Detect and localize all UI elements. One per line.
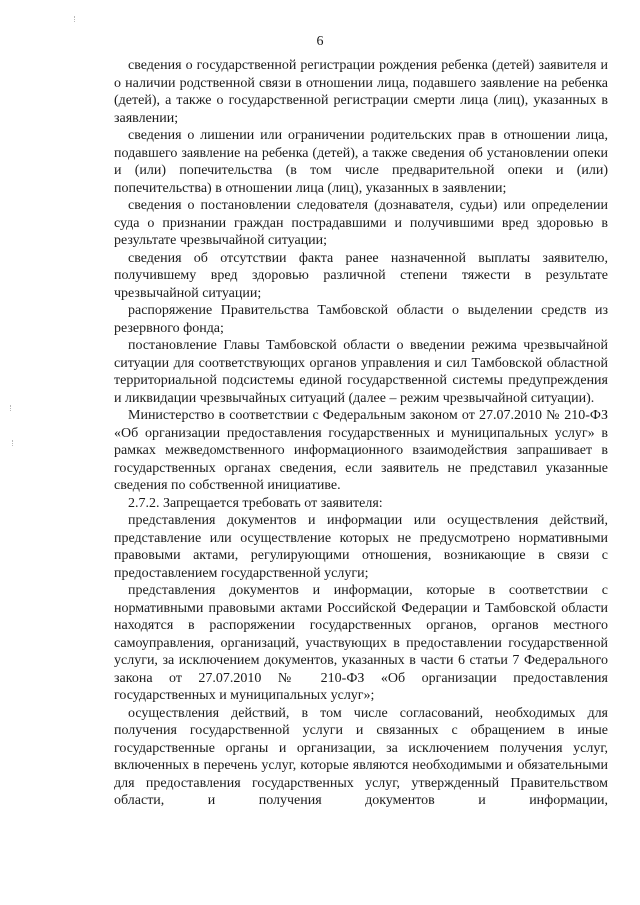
paragraph-investigator-decision: сведения о постановлении следователя (дознавателя, судьи) или определении суда о признании граждан пострадавшими и получившими вред здоровью в результате чрезвычайной ситуации; [114, 198, 608, 248]
section-heading-2-7-2: 2.7.2. Запрещается требовать от заявителя: [128, 495, 383, 511]
paragraph-birth-registration: сведения о государственной регистрации рождения ребенка (детей) заявителя и о наличии родственной связи в отношении лица, подавшего заявление на ребенка (детей), а также о государственной регистрации смерти лица (лиц), указанных в заявлении; [114, 58, 608, 126]
paragraph-ministry-request: Министерство в соответствии с Федеральным законом от 27.07.2010 № 210-ФЗ «Об организации предоставления государственных и муниципальных услуг» в рамках межведомственного информационного взаимодействия запрашивает в государственных органах сведения, если заявитель не представил указанные сведения по собственной инициативе. [114, 408, 608, 493]
page-number: 6 [316, 34, 324, 49]
scan-artifact [74, 16, 78, 22]
paragraph-prohibited-documents: представления документов и информации или осуществления действий, представление или осуществление которых не предусмотрено нормативными правовыми актами, регулирующими отношения, возникающие в связи с предоставлением государственной услуги; [114, 513, 608, 581]
document-body [114, 57, 608, 810]
paragraph-prohibited-actions: осуществления действий, в том числе согласований, необходимых для получения государственной услуги и связанных с обращением в иные государственные органы и организации, за исключением получения услуг, включенных в перечень услуг, которые являются необходимыми и обязательными для предоставления государственных услуг, утвержденный Правительством области, и получения документов и информации, [114, 705, 608, 808]
paragraph-reserve-fund-order: распоряжение Правительства Тамбовской области о выделении средств из резервного фонда; [114, 303, 608, 336]
paragraph-no-prior-payment: сведения об отсутствии факта ранее назначенной выплаты заявителю, получившему вред здоровью различной степени тяжести в результате чрезвычайной ситуации; [114, 250, 608, 301]
paragraph-parental-rights: сведения о лишении или ограничении родительских прав в отношении лица, подавшего заявление на ребенка (детей), а также сведения об установлении опеки и (или) попечительства (в том числе предварительной опеки и (или) попечительства) в отношении лица (лиц), указанных в заявлении; [114, 128, 608, 196]
scan-artifact [10, 405, 14, 411]
scan-artifact [12, 440, 16, 446]
paragraph-emergency-regime: постановление Главы Тамбовской области о введении режима чрезвычайной ситуации для соответствующих органов управления и сил Тамбовской областной территориальной подсистемы единой государственной системы предупреждения и ликвидации чрезвычайных ситуаций (далее – режим чрезвычайной ситуации). [114, 338, 608, 406]
paragraph-prohibited-info: представления документов и информации, которые в соответствии с нормативными правовыми актами Российской Федерации и Тамбовской области находятся в распоряжении государственных органов, органов местного самоуправления, организаций, участвующих в предоставлении государственной услуги, за исключением документов, указанных в части 6 статьи 7 Федерального закона от 27.07.2010 № 210-ФЗ «Об организации предоставления государственных и муниципальных услуг»; [114, 583, 608, 703]
